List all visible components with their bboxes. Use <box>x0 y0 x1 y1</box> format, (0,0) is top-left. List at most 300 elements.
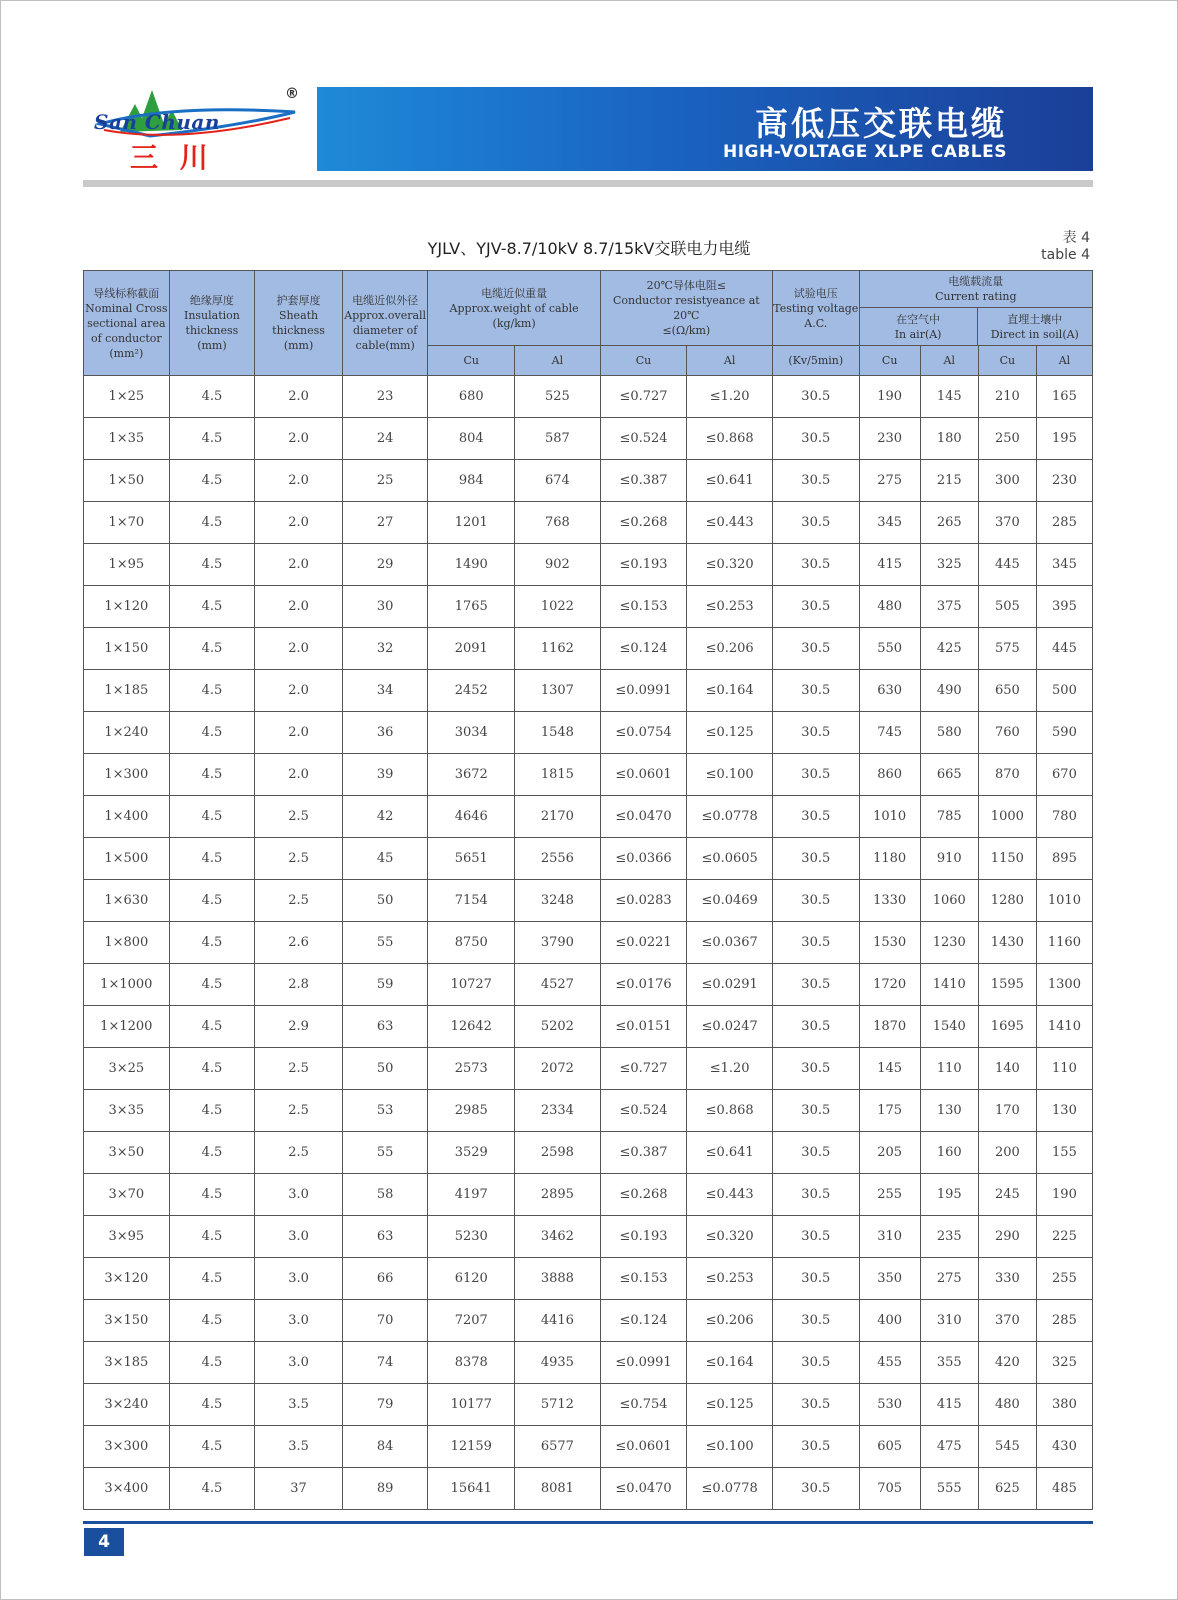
table-cell: ≤0.754 <box>600 1384 687 1426</box>
table-cell: 5230 <box>428 1216 515 1258</box>
table-cell: ≤0.0601 <box>600 754 687 796</box>
table-cell: ≤0.0366 <box>600 838 687 880</box>
banner-title-en: HIGH-VOLTAGE XLPE CABLES <box>722 142 1007 162</box>
table-cell: ≤0.153 <box>600 586 687 628</box>
table-cell: 30.5 <box>772 376 859 418</box>
table-cell: ≤0.253 <box>687 586 773 628</box>
table-cell: 255 <box>859 1174 920 1216</box>
table-cell: 860 <box>859 754 920 796</box>
table-cell: 3034 <box>428 712 515 754</box>
table-cell: 1595 <box>978 964 1036 1006</box>
table-cell: 4416 <box>515 1300 601 1342</box>
table-cell: 2.0 <box>255 754 343 796</box>
table-row <box>84 1468 1093 1510</box>
table-cell: 475 <box>920 1426 978 1468</box>
table-cell: 84 <box>342 1426 428 1468</box>
table-cell: 415 <box>920 1384 978 1426</box>
table-cell: 2.5 <box>255 1048 343 1090</box>
table-cell: 4.5 <box>169 1216 255 1258</box>
table-row <box>84 1300 1093 1342</box>
table-cell: 30.5 <box>772 1048 859 1090</box>
table-cell: ≤0.0754 <box>600 712 687 754</box>
table-cell: 190 <box>1036 1174 1092 1216</box>
table-cell: 30.5 <box>772 1006 859 1048</box>
table-cell: 215 <box>920 460 978 502</box>
table-cell: 2.6 <box>255 922 343 964</box>
table-cell: 4.5 <box>169 922 255 964</box>
table-cell: 2.8 <box>255 964 343 1006</box>
table-cell: 32 <box>342 628 428 670</box>
table-cell: ≤0.100 <box>687 1426 773 1468</box>
table-row <box>84 1216 1093 1258</box>
table-cell: ≤0.443 <box>687 1174 773 1216</box>
table-row <box>84 1174 1093 1216</box>
table-cell: 5651 <box>428 838 515 880</box>
table-row <box>84 1258 1093 1300</box>
table-cell: ≤0.268 <box>600 502 687 544</box>
table-cell: ≤0.125 <box>687 1384 773 1426</box>
table-cell: 555 <box>920 1468 978 1510</box>
table-cell: 30.5 <box>772 1468 859 1510</box>
table-cell: 30.5 <box>772 1384 859 1426</box>
table-cell: 1×800 <box>84 922 170 964</box>
table-row <box>84 460 1093 502</box>
table-cell: 590 <box>1036 712 1092 754</box>
table-cell: 4646 <box>428 796 515 838</box>
table-cell: 1330 <box>859 880 920 922</box>
table-cell: 145 <box>920 376 978 418</box>
table-cell: 1540 <box>920 1006 978 1048</box>
table-cell: 1162 <box>515 628 601 670</box>
table-cell: 4.5 <box>169 1132 255 1174</box>
table-cell: 50 <box>342 1048 428 1090</box>
table-cell: 74 <box>342 1342 428 1384</box>
table-cell: 6577 <box>515 1426 601 1468</box>
table-cell: 3×70 <box>84 1174 170 1216</box>
header-soil-cu: Cu <box>978 346 1036 376</box>
table-row <box>84 838 1093 880</box>
table-cell: ≤0.868 <box>687 1090 773 1132</box>
table-cell: 5202 <box>515 1006 601 1048</box>
table-number-cn: 表 4 <box>1062 230 1090 246</box>
table-cell: 4.5 <box>169 376 255 418</box>
header-sheath: 护套厚度 Sheath thickness (mm) <box>255 271 343 376</box>
header-diameter: 电缆近似外径 Approx.overall diameter of cable(mm) <box>342 271 428 376</box>
table-cell: 30.5 <box>772 1426 859 1468</box>
table-cell: 30.5 <box>772 544 859 586</box>
table-cell: 4.5 <box>169 1090 255 1132</box>
header-resistance-al: Al <box>687 346 773 376</box>
registered-mark: ® <box>285 86 299 102</box>
table-cell: ≤0.387 <box>600 1132 687 1174</box>
table-cell: 30.5 <box>772 460 859 502</box>
table-cell: ≤0.0291 <box>687 964 773 1006</box>
header-divider <box>83 180 1093 187</box>
table-cell: ≤0.0605 <box>687 838 773 880</box>
table-cell: 4.5 <box>169 964 255 1006</box>
table-cell: 4.5 <box>169 502 255 544</box>
header-air-cu: Cu <box>859 346 920 376</box>
header-insulation: 绝缘厚度 Insulation thickness (mm) <box>169 271 255 376</box>
table-row <box>84 670 1093 712</box>
table-cell: 400 <box>859 1300 920 1342</box>
header-air-al: Al <box>920 346 978 376</box>
table-row <box>84 712 1093 754</box>
table-cell: 1×25 <box>84 376 170 418</box>
table-body <box>84 376 1093 1510</box>
table-cell: 58 <box>342 1174 428 1216</box>
table-cell: 1280 <box>978 880 1036 922</box>
table-cell: 3×240 <box>84 1384 170 1426</box>
table-cell: 1010 <box>859 796 920 838</box>
table-cell: 89 <box>342 1468 428 1510</box>
table-cell: 63 <box>342 1216 428 1258</box>
table-cell: 1300 <box>1036 964 1092 1006</box>
table-cell: 1230 <box>920 922 978 964</box>
table-cell: 30.5 <box>772 1132 859 1174</box>
table-cell: 29 <box>342 544 428 586</box>
table-cell: 895 <box>1036 838 1092 880</box>
table-cell: ≤0.124 <box>600 1300 687 1342</box>
table-cell: 4.5 <box>169 838 255 880</box>
table-cell: 3×300 <box>84 1426 170 1468</box>
table-cell: 30.5 <box>772 712 859 754</box>
table-cell: 37 <box>255 1468 343 1510</box>
table-cell: ≤0.0283 <box>600 880 687 922</box>
table-cell: 30.5 <box>772 838 859 880</box>
table-row <box>84 586 1093 628</box>
table-cell: 1×1200 <box>84 1006 170 1048</box>
table-cell: 4.5 <box>169 1468 255 1510</box>
table-cell: 30.5 <box>772 628 859 670</box>
table-cell: 1000 <box>978 796 1036 838</box>
table-cell: 630 <box>859 670 920 712</box>
table-cell: 3790 <box>515 922 601 964</box>
table-cell: ≤0.124 <box>600 628 687 670</box>
table-cell: 1×500 <box>84 838 170 880</box>
table-row <box>84 376 1093 418</box>
table-cell: ≤0.524 <box>600 418 687 460</box>
table-cell: 3×150 <box>84 1300 170 1342</box>
table-cell: 1×70 <box>84 502 170 544</box>
table-cell: 1430 <box>978 922 1036 964</box>
table-cell: 4.5 <box>169 670 255 712</box>
table-row <box>84 1048 1093 1090</box>
table-cell: 355 <box>920 1342 978 1384</box>
table-row <box>84 796 1093 838</box>
table-cell: 505 <box>978 586 1036 628</box>
table-cell: ≤0.524 <box>600 1090 687 1132</box>
table-cell: 1870 <box>859 1006 920 1048</box>
table-cell: 1×1000 <box>84 964 170 1006</box>
table-cell: 4.5 <box>169 1300 255 1342</box>
table-cell: 674 <box>515 460 601 502</box>
header-banner <box>317 87 1093 171</box>
table-cell: ≤0.0991 <box>600 1342 687 1384</box>
table-cell: 1695 <box>978 1006 1036 1048</box>
table-cell: 325 <box>920 544 978 586</box>
table-cell: 3.5 <box>255 1384 343 1426</box>
table-cell: 275 <box>920 1258 978 1300</box>
table-cell: 3.5 <box>255 1426 343 1468</box>
table-cell: 575 <box>978 628 1036 670</box>
table-cell: ≤0.0176 <box>600 964 687 1006</box>
table-cell: 3×120 <box>84 1258 170 1300</box>
table-cell: ≤0.206 <box>687 1300 773 1342</box>
table-cell: 4.5 <box>169 460 255 502</box>
table-cell: 30.5 <box>772 1216 859 1258</box>
header-section: 导线标称截面 Nominal Cross sectional area of conductor (mm²) <box>84 271 170 376</box>
table-cell: 30.5 <box>772 1090 859 1132</box>
table-cell: 230 <box>1036 460 1092 502</box>
table-cell: 415 <box>859 544 920 586</box>
table-cell: ≤0.193 <box>600 544 687 586</box>
table-cell: 8081 <box>515 1468 601 1510</box>
table-cell: ≤0.641 <box>687 1132 773 1174</box>
cable-spec-table <box>83 270 1093 1510</box>
table-cell: 587 <box>515 418 601 460</box>
table-cell: 155 <box>1036 1132 1092 1174</box>
table-cell: 39 <box>342 754 428 796</box>
table-cell: 490 <box>920 670 978 712</box>
table-cell: ≤0.193 <box>600 1216 687 1258</box>
table-cell: 165 <box>1036 376 1092 418</box>
table-cell: 525 <box>515 376 601 418</box>
table-cell: 330 <box>978 1258 1036 1300</box>
table-cell: 670 <box>1036 754 1092 796</box>
table-cell: 445 <box>1036 628 1092 670</box>
san-chuan-logo <box>90 84 312 174</box>
table-cell: 140 <box>978 1048 1036 1090</box>
table-cell: 2.9 <box>255 1006 343 1048</box>
table-cell: ≤0.0221 <box>600 922 687 964</box>
table-cell: 3462 <box>515 1216 601 1258</box>
header-current-air: 在空气中 In air(A) <box>860 308 978 345</box>
table-row <box>84 1384 1093 1426</box>
table-cell: 30.5 <box>772 1342 859 1384</box>
table-cell: 3×95 <box>84 1216 170 1258</box>
table-cell: 30.5 <box>772 922 859 964</box>
table-cell: 2.0 <box>255 670 343 712</box>
table-cell: 290 <box>978 1216 1036 1258</box>
table-cell: 2091 <box>428 628 515 670</box>
table-cell: 200 <box>978 1132 1036 1174</box>
table-cell: 480 <box>978 1384 1036 1426</box>
table-cell: ≤0.443 <box>687 502 773 544</box>
header-soil-al: Al <box>1036 346 1092 376</box>
table-cell: 285 <box>1036 502 1092 544</box>
table-cell: ≤0.253 <box>687 1258 773 1300</box>
page-number: 4 <box>84 1528 124 1556</box>
table-cell: 3×25 <box>84 1048 170 1090</box>
table-cell: 170 <box>978 1090 1036 1132</box>
table-cell: 15641 <box>428 1468 515 1510</box>
header-current-soil: 直埋土壤中 Direct in soil(A) <box>990 312 1079 341</box>
table-number <box>1041 230 1090 264</box>
table-cell: 380 <box>1036 1384 1092 1426</box>
table-cell: 4.5 <box>169 1384 255 1426</box>
table-cell: 545 <box>978 1426 1036 1468</box>
table-cell: 50 <box>342 880 428 922</box>
table-cell: 4.5 <box>169 880 255 922</box>
table-cell: 910 <box>920 838 978 880</box>
table-cell: 2.5 <box>255 1132 343 1174</box>
table-cell: 8750 <box>428 922 515 964</box>
table-cell: ≤0.0469 <box>687 880 773 922</box>
table-cell: 24 <box>342 418 428 460</box>
table-cell: 3×185 <box>84 1342 170 1384</box>
table-cell: 4.5 <box>169 1258 255 1300</box>
table-row <box>84 1090 1093 1132</box>
table-cell: 4.5 <box>169 1174 255 1216</box>
table-cell: ≤0.0601 <box>600 1426 687 1468</box>
table-cell: 680 <box>428 376 515 418</box>
table-cell: 1815 <box>515 754 601 796</box>
table-cell: 190 <box>859 376 920 418</box>
table-cell: 4.5 <box>169 628 255 670</box>
table-cell: 500 <box>1036 670 1092 712</box>
table-cell: 984 <box>428 460 515 502</box>
table-cell: 30.5 <box>772 754 859 796</box>
table-cell: 1548 <box>515 712 601 754</box>
table-cell: 4.5 <box>169 754 255 796</box>
table-cell: 425 <box>920 628 978 670</box>
table-cell: ≤0.0247 <box>687 1006 773 1048</box>
table-cell: 285 <box>1036 1300 1092 1342</box>
table-cell: 30.5 <box>772 670 859 712</box>
table-cell: ≤0.125 <box>687 712 773 754</box>
table-cell: 34 <box>342 670 428 712</box>
table-cell: ≤0.0470 <box>600 796 687 838</box>
header-current: 电缆载流量 Current rating 在空气中 In air(A) 直埋土壤中 Direct in soil(A) <box>859 271 1092 346</box>
table-cell: 350 <box>859 1258 920 1300</box>
table-cell: 2.0 <box>255 586 343 628</box>
table-row <box>84 922 1093 964</box>
table-cell: 745 <box>859 712 920 754</box>
table-cell: 1150 <box>978 838 1036 880</box>
table-cell: 455 <box>859 1342 920 1384</box>
table-cell: 110 <box>1036 1048 1092 1090</box>
header-voltage: 试验电压 Testing voltage A.C. <box>772 271 859 346</box>
table-cell: ≤0.0151 <box>600 1006 687 1048</box>
table-cell: ≤0.164 <box>687 670 773 712</box>
table-cell: 230 <box>859 418 920 460</box>
table-cell: 12642 <box>428 1006 515 1048</box>
table-number-en: table 4 <box>1041 247 1090 263</box>
table-cell: 2.0 <box>255 376 343 418</box>
table-cell: 2072 <box>515 1048 601 1090</box>
banner-title-cn: 高低压交联电缆 <box>755 104 1007 143</box>
table-cell: 205 <box>859 1132 920 1174</box>
table-cell: ≤0.641 <box>687 460 773 502</box>
table-cell: 2985 <box>428 1090 515 1132</box>
table-cell: 265 <box>920 502 978 544</box>
table-cell: 1×150 <box>84 628 170 670</box>
table-cell: ≤0.268 <box>600 1174 687 1216</box>
table-cell: 804 <box>428 418 515 460</box>
table-cell: 45 <box>342 838 428 880</box>
table-cell: 275 <box>859 460 920 502</box>
table-cell: 3.0 <box>255 1300 343 1342</box>
table-cell: 550 <box>859 628 920 670</box>
table-cell: 12159 <box>428 1426 515 1468</box>
header-weight: 电缆近似重量 Approx.weight of cable (kg/km) <box>428 271 600 346</box>
table-cell: 705 <box>859 1468 920 1510</box>
table-cell: 485 <box>1036 1468 1092 1510</box>
table-cell: ≤1.20 <box>687 376 773 418</box>
logo-text-en: San Chuan <box>94 110 220 134</box>
table-cell: 30.5 <box>772 1174 859 1216</box>
table-cell: ≤0.0991 <box>600 670 687 712</box>
table-cell: 42 <box>342 796 428 838</box>
table-cell: 1201 <box>428 502 515 544</box>
table-cell: ≤0.206 <box>687 628 773 670</box>
table-cell: 1×240 <box>84 712 170 754</box>
table-cell: ≤0.727 <box>600 376 687 418</box>
table-cell: 345 <box>859 502 920 544</box>
table-cell: 1720 <box>859 964 920 1006</box>
header-resistance-cu: Cu <box>600 346 687 376</box>
table-cell: 1765 <box>428 586 515 628</box>
table-row <box>84 754 1093 796</box>
table-cell: 30.5 <box>772 418 859 460</box>
table-cell: 4.5 <box>169 796 255 838</box>
table-cell: 4.5 <box>169 1426 255 1468</box>
table-cell: 530 <box>859 1384 920 1426</box>
table-cell: 2895 <box>515 1174 601 1216</box>
table-cell: ≤0.164 <box>687 1342 773 1384</box>
table-cell: 2556 <box>515 838 601 880</box>
table-cell: 2.0 <box>255 502 343 544</box>
footer-rule <box>83 1521 1093 1524</box>
table-cell: 3529 <box>428 1132 515 1174</box>
table-cell: 4935 <box>515 1342 601 1384</box>
table-cell: 3.0 <box>255 1216 343 1258</box>
table-cell: 420 <box>978 1342 1036 1384</box>
table-cell: 2.5 <box>255 880 343 922</box>
table-cell: 1410 <box>1036 1006 1092 1048</box>
table-cell: 195 <box>1036 418 1092 460</box>
table-cell: 625 <box>978 1468 1036 1510</box>
table-cell: 2452 <box>428 670 515 712</box>
table-cell: ≤0.100 <box>687 754 773 796</box>
table-cell: 250 <box>978 418 1036 460</box>
table-cell: 30.5 <box>772 880 859 922</box>
table-cell: 10177 <box>428 1384 515 1426</box>
table-cell: 1307 <box>515 670 601 712</box>
table-cell: 325 <box>1036 1342 1092 1384</box>
table-cell: ≤0.0778 <box>687 796 773 838</box>
table-title: YJLV、YJV-8.7/10kV 8.7/15kV交联电力电缆 <box>427 239 751 258</box>
table-cell: 27 <box>342 502 428 544</box>
table-cell: 4.5 <box>169 1048 255 1090</box>
table-cell: 480 <box>859 586 920 628</box>
table-cell: ≤0.727 <box>600 1048 687 1090</box>
table-cell: 1×120 <box>84 586 170 628</box>
table-cell: ≤0.0470 <box>600 1468 687 1510</box>
table-cell: 4.5 <box>169 712 255 754</box>
table-cell: 580 <box>920 712 978 754</box>
table-cell: 53 <box>342 1090 428 1132</box>
table-cell: 110 <box>920 1048 978 1090</box>
table-cell: 4197 <box>428 1174 515 1216</box>
table-cell: 2334 <box>515 1090 601 1132</box>
table-cell: 1490 <box>428 544 515 586</box>
table-row <box>84 1132 1093 1174</box>
table-cell: 2.0 <box>255 418 343 460</box>
table-row <box>84 964 1093 1006</box>
table-cell: 2573 <box>428 1048 515 1090</box>
